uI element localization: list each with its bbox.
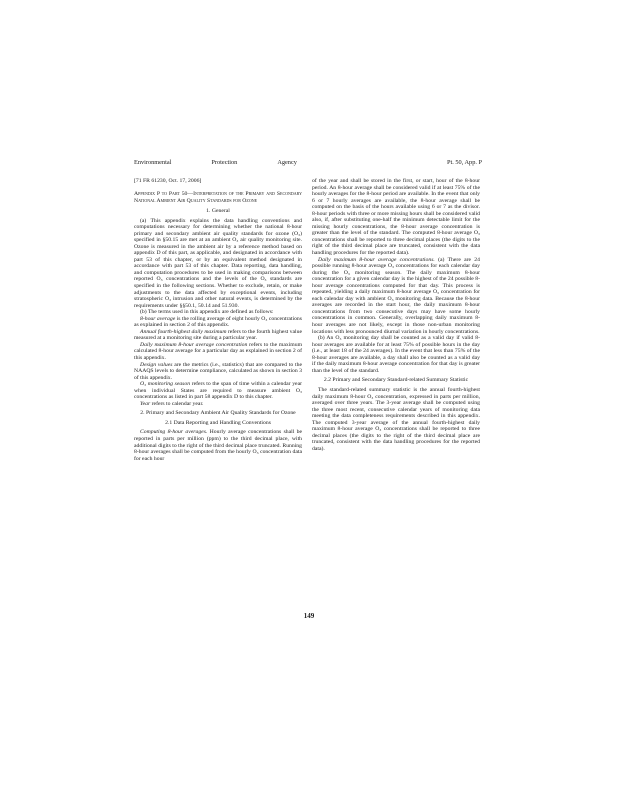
running-header [134,159,482,169]
paragraph-text: are the metrics (i.e., statistics) that are compared to the NAAQS levels to determine compliance, calculated as shown in section 3 of this appendix. [134,361,302,381]
paragraph-d4 [134,362,302,382]
defined-term: Computing 8-hour averages. [140,429,208,436]
paragraph-s2 [134,410,302,417]
paragraph-s21 [134,420,302,427]
paragraph-text: 2.1 Data Reporting and Handling Conventions [165,419,271,426]
header-word-2: Protection [211,159,238,166]
header-word-3: Agency [277,159,297,166]
paragraph-title [134,191,302,205]
right-column [312,178,480,452]
paragraph-text: (a) This appendix explains the data handling conventions and computations necessary for determining whether the national 8-hour primary and secondary ambient air quality standards for ozone (O₃) specified in §50.15 are met at an ambient O₃ air quality monitoring site. Ozone is measured in the ambient air by a reference method based on appendix D of this part, as applicable, and designated in accordance with part 53 of this chapter, or by an equivalent method designated in accordance with part 53 of this chapter. Data reporting, data handling, and computation procedures to be used in making comparisons between reported O₃ concentrations and the levels of the O₃ standards are specified in the following sections. Whether to exclude, retain, or make adjustments to the data affected by exceptional events, including stratospheric O₃ intrusion and other natural events, is determined by the requirements under §§50.1, 50.14 and 51.930. [134,217,302,309]
paragraph-text: 2.2 Primary and Secondary Standard-related Summary Statistic [323,377,469,384]
left-column [134,178,302,462]
paragraph-text: Appendix P to Part 50—Interpretation of the Primary and Secondary National Ambient Air Quality Standards for Ozone [134,190,302,204]
paragraph-text: Hourly average concentrations shall be reported in parts per million (ppm) to the third decimal place, with additional digits to the right of the third decimal place truncated. Running 8-hour averages shall be computed from the hourly O₃ concentration data for each hour [134,429,302,462]
paragraph-text: refers to the fourth highest value measured at a monitoring site during a particular year. [134,328,302,342]
paragraph-fr [134,178,302,185]
paragraph-d2 [134,329,302,342]
paragraph-s22 [312,377,480,384]
defined-term: Design values [140,361,173,368]
header-word-1: Environmental [134,159,172,166]
paragraph-d3 [134,342,302,362]
paragraph-text: of the year and shall be stored in the first, or start, hour of the 8-hour period. An 8-hour average shall be considered valid if at least 75% of the hourly averages for the 8-hour period are available. In the event that only 6 or 7 hourly averages are available, the 8-hour average shall be computed on the basis of the hours available using 6 or 7 as the divisor. 8-hour periods with three or more missing hours shall be considered valid also, if, after substituting one-half the minimum detectable limit for the missing hourly concentrations, the 8-hour average concentration is greater than the level of the standard. The computed 8-hour average O₃ concentrations shall be reported to three decimal places (the digits to the right of the third decimal place are truncated, consistent with the data handling procedures for the reported data). [312,178,480,257]
paragraph-text: (a) There are 24 possible running 8-hour average O₃ concentrations for each calendar day during the O₃ monitoring season. The daily maximum 8-hour concentration for a given calendar day is the highest of the 24 possible 8-hour average concentrations computed for that day. This process is repeated, yielding a daily maximum 8-hour average O₃ concentration for each calendar day with ambient O₃ monitoring data. Because the 8-hour averages are recorded in the start hour, the daily maximum 8-hour concentrations from two consecutive days may have some hourly concentrations in common. Generally, overlapping daily maximum 8-hour averages are not likely, except in those non-urban monitoring locations with less pronounced diurnal variation in hourly concentrations. [312,256,480,335]
defined-term: Daily maximum 8-hour average concentrations. [318,256,435,263]
header-agency [134,159,297,169]
paragraph-text: refers to the maximum calculated 8-hour average for a particular day as explained in section 2 of this appendix. [134,341,302,361]
defined-term: O₃ monitoring season [140,381,191,388]
paragraph-r2 [312,257,480,336]
defined-term: Year [140,400,151,407]
defined-term: Daily maximum 8-hour average concentration [140,341,248,348]
paragraph-p1 [134,218,302,310]
paragraph-text: (b) The terms used in this appendix are defined as follows: [140,309,274,316]
header-part-ref: Pt. 50, App. P [447,159,482,166]
paragraph-text: refers to calendar year. [150,400,204,407]
page-number: 149 [303,612,315,620]
defined-term: Annual fourth-highest daily maximum [140,328,227,335]
paragraph-text: [71 FR 61230, Oct. 17, 2006] [134,178,202,184]
paragraph-text: 2. Primary and Secondary Ambient Air Quality Standards for Ozone [140,410,296,417]
defined-term: 8-hour average [140,315,176,322]
paragraph-d1 [134,316,302,329]
paragraph-r4 [312,387,480,452]
paragraph-p3 [134,429,302,462]
paragraph-r1 [312,178,480,257]
paragraph-d6 [134,401,302,408]
paragraph-text: 1. General [206,207,230,214]
paragraph-text: The standard-related summary statistic is the annual fourth-highest daily maximum 8-hour O₃ concentration, expressed in parts per million, averaged over three years. The 3-year average shall be computed using the three most recent, consecutive calendar years of monitoring data meeting the data completeness requirements described in this appendix. The computed 3-year average of the annual fourth-highest daily maximum 8-hour average O₃ concentrations shall be reported to three decimal places (the digits to the right of the third decimal place are truncated, consistent with the data handling procedures for the reported data). [312,386,480,452]
paragraph-d5 [134,381,302,401]
paragraph-text: refers to the span of time within a calendar year when individual States are required to measure ambient O₃ concentrations as listed in part 58 appendix D to this chapter. [134,381,302,401]
paragraph-s1 [134,208,302,215]
paragraph-text: is the rolling average of eight hourly O₃ concentrations as explained in section 2 of this appendix. [134,315,302,329]
paragraph-text: (b) An O₃ monitoring day shall be counted as a valid day if valid 8-hour averages are available for at least 75% of possible hours in the day (i.e., at least 18 of the 24 averages). In the event that less than 75% of the 8-hour averages are available, a day shall also be counted as a valid day if the daily maximum 8-hour average concentration for that day is greater than the level of the standard. [312,335,480,374]
paragraph-r3 [312,335,480,374]
